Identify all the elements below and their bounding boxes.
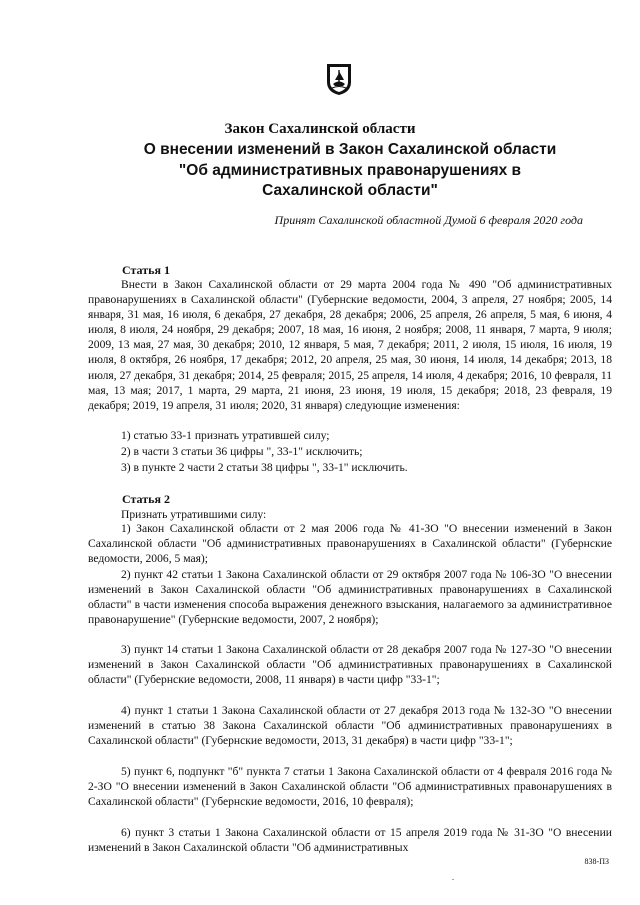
document-number: 838-ПЗ (584, 857, 609, 866)
law-subtitle: О внесении изменений в Закон Сахалинской области "Об административных правонарушениях в Сахалинской области" (143, 141, 557, 199)
law-title: Закон Сахалинской области (224, 121, 416, 137)
article-2-item: 1) Закон Сахалинской области от 2 мая 2006 года № 41-ЗО "О внесении изменений в Закон Сахалинской области "Об административных правонарушениях в Сахалинской области" (Губернские ведомости, 2006, 5 мая); (88, 522, 612, 566)
article-2-item: 4) пункт 1 статьи 1 Закона Сахалинской области от 27 декабря 2013 года № 132-ЗО "О внесении изменений в статью 38 Закона Сахалинской области "Об административных правонарушениях в Сахалинской области" (Губернские ведомости, 2013, 31 декабря) в части цифр "33-1"; (88, 704, 612, 748)
article-1-item: 1) статью 33-1 признать утратившей силу; (121, 429, 330, 442)
article-2-item: 5) пункт 6, подпункт "б" пункта 7 статьи 1 Закона Сахалинской области от 4 февраля 2016 года № 2-ЗО "О внесении изменений в Закон Сахалинской области "Об административных правонарушениях в Сахалинской области" (Губернские ведомости, 2016, 10 февраля); (88, 765, 612, 809)
sakhalin-coat-of-arms-icon (325, 62, 353, 96)
page-mark: . (452, 873, 454, 882)
article-2-item: 3) пункт 14 статьи 1 Закона Сахалинской области от 28 декабря 2007 года № 127-ЗО "О внесении изменений в Закон Сахалинской области "Об административных правонарушениях в Сахалинской области" (Губернские ведомости, 2008, 11 января) в части цифр "33-1"; (88, 643, 612, 687)
article-1-body: Внести в Закон Сахалинской области от 29 марта 2004 года № 490 "Об административных правонарушениях в Сахалинской области" (Губернские ведомости, 2004, 3 апреля, 27 ноября; 2005, 14 января, 31 мая, 16 июля, 6 декабря, 27 декабря, 28 декабря; 2006, 25 апреля, 26 апреля, 5 мая, 6 июня, 4 июля, 8 июля, 24 ноября, 29 декабря; 2007, 18 мая, 16 июня, 2 ноября; 2008, 11 января, 7 марта, 9 июля; 2009, 13 мая, 27 мая, 30 декабря; 2010, 12 января, 5 мая, 7 декабря; 2011, 2 июля, 15 июля, 16 июля, 19 июля, 8 октября, 26 ноября, 17 декабря; 2012, 20 апреля, 25 мая, 30 июня, 14 июля, 14 декабря; 2013, 18 июля, 27 декабря, 31 декабря; 2014, 25 февраля; 2015, 25 апреля, 14 июля, 4 декабря; 2016, 10 февраля, 11 мая, 13 мая; 2017, 1 марта, 29 марта, 21 июня, 23 июня, 19 июля, 15 декабря; 2018, 23 февраля, 19 декабря; 2019, 19 апреля, 31 июля; 2020, 31 января) следующие изменения: (88, 278, 612, 412)
article-2-heading: Статья 2 (122, 492, 170, 506)
article-2-intro: Признать утратившими силу: (121, 508, 267, 521)
article-1-heading: Статья 1 (122, 263, 170, 277)
article-1-item: 2) в части 3 статьи 36 цифры ", 33-1" исключить; (121, 445, 363, 458)
article-1-item: 3) в пункте 2 части 2 статьи 38 цифры ", 33-1" исключить. (121, 461, 408, 474)
adoption-note: Принят Сахалинской областной Думой 6 февраля 2020 года (274, 213, 583, 227)
article-2-item: 2) пункт 42 статьи 1 Закона Сахалинской области от 29 октября 2007 года № 106-ЗО "О внесении изменений в Закон Сахалинской области "Об административных правонарушениях в Сахалинской области" в части изменения способа выражения денежного взыскания, налагаемого за административное правонарушение" (Губернские ведомости, 2007, 2 ноября); (88, 568, 612, 627)
article-2-item: 6) пункт 3 статьи 1 Закона Сахалинской области от 15 апреля 2019 года № 31-ЗО "О внесении изменений в Закон Сахалинской области "Об административных (88, 826, 612, 855)
